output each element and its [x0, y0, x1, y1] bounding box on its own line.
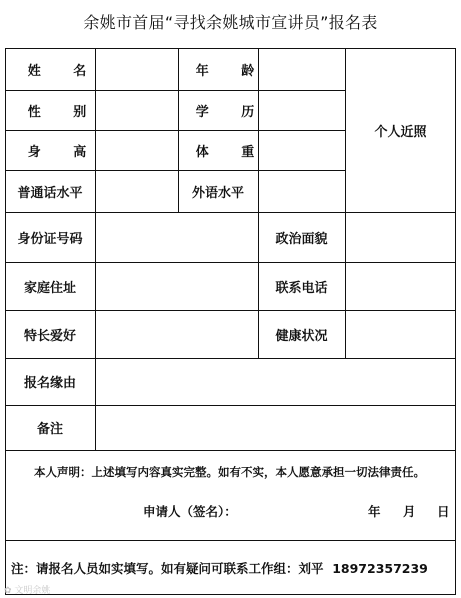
label-registration-reason: 报名缘由: [23, 376, 76, 391]
applicant-signature-label: 申请人（签名）：: [143, 504, 237, 519]
political-status-field[interactable]: [346, 213, 456, 262]
home-address-field[interactable]: [96, 263, 258, 310]
phone-field[interactable]: [346, 263, 456, 310]
label-weight: 体 重: [195, 144, 269, 160]
label-gender: 性 别: [27, 104, 101, 120]
date-month-label: 月: [403, 504, 416, 519]
registration-reason-field[interactable]: [96, 359, 456, 405]
height-field[interactable]: [96, 131, 178, 170]
remarks-field[interactable]: [96, 406, 456, 450]
specialty-field[interactable]: [96, 311, 258, 358]
form-title: 余姚市首届“寻找余姚城市宣讲员”报名表: [83, 13, 378, 32]
label-specialty: 特长爱好: [23, 328, 76, 344]
watermark: ✿ 文明余姚: [4, 586, 51, 596]
date-year-label: 年: [368, 504, 381, 519]
label-name: 姓 名: [27, 63, 101, 79]
id-number-field[interactable]: [96, 213, 258, 262]
weight-field[interactable]: [259, 131, 345, 170]
photo-placeholder[interactable]: 个人近照: [374, 124, 427, 140]
label-foreign-language: 外语水平: [191, 185, 244, 201]
label-health-status: 健康状况: [275, 328, 328, 344]
label-remarks: 备注: [36, 422, 63, 437]
education-field[interactable]: [259, 91, 345, 130]
label-age: 年 龄: [195, 63, 269, 79]
label-home-address: 家庭住址: [23, 280, 76, 296]
label-mandarin-level: 普通话水平: [17, 185, 83, 201]
label-id-number: 身份证号码: [17, 231, 83, 247]
foreign-language-field[interactable]: [259, 171, 345, 212]
label-phone: 联系电话: [275, 280, 328, 296]
mandarin-level-field[interactable]: [96, 171, 178, 212]
declaration-text: 本人声明：上述填写内容真实完整。如有不实，本人愿意承担一切法律责任。: [34, 465, 425, 479]
applicant-signature-field[interactable]: [250, 498, 350, 520]
label-height: 身 高: [27, 144, 101, 160]
age-field[interactable]: [259, 49, 345, 90]
health-status-field[interactable]: [346, 311, 456, 358]
name-field[interactable]: [96, 49, 178, 90]
gender-field[interactable]: [96, 91, 178, 130]
label-education: 学 历: [195, 104, 269, 120]
footer-note: 注：请报名人员如实填写。如有疑问可联系工作组：刘平 18972357239: [11, 561, 428, 576]
date-day-label: 日: [437, 504, 450, 519]
label-political-status: 政治面貌: [275, 231, 328, 247]
